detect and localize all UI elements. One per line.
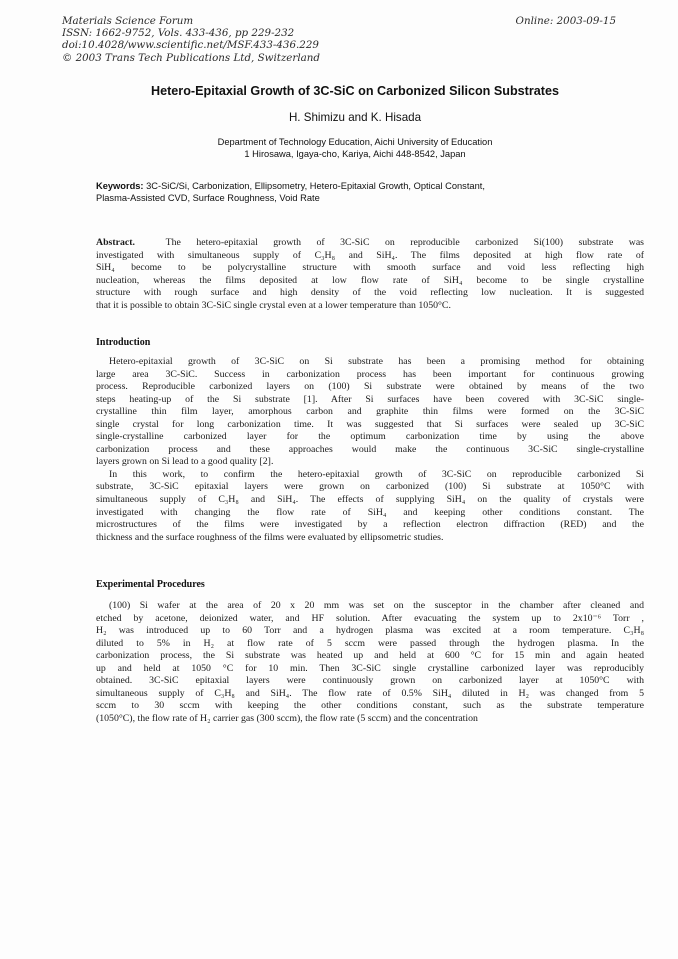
keywords-label: Keywords: — [96, 181, 144, 191]
keywords-text: Plasma-Assisted CVD, Surface Roughness, Void Rate — [96, 192, 320, 203]
intro-line: process. Reproducible carbonized layers on (100) Si substrate were obtained by means of the two — [96, 381, 644, 393]
abstract-line: structure with rough surface and high density of the void reflecting low nucleation. It is suggested — [96, 287, 644, 299]
intro-line: layers grown on Si lead to a good quality [2]. — [96, 456, 274, 468]
experimental-body — [96, 600, 644, 725]
introduction-body — [96, 356, 644, 544]
intro-line: investigated with changing the flow rate of SiH₄ and keeping other conditions constant. The — [96, 506, 644, 518]
abstract-line: SiH₄ become to be polycrystalline structure with smooth surface and void less reflecting high — [96, 262, 644, 274]
experimental-line: carbonization process, the Si substrate was heated up and held at 600 °C for 15 min and again heated — [96, 650, 644, 662]
introduction-heading: Introduction — [96, 337, 151, 348]
intro-line: carbonization process and these approaches would make the continuous 3C-SiC single-crystalline — [96, 443, 644, 455]
affiliation-line: 1 Hirosawa, Igaya-cho, Kariya, Aichi 448-8542, Japan — [244, 149, 466, 159]
intro-line: large area 3C-SiC. Success in carbonization process has been important for continuous growing — [96, 368, 644, 380]
experimental-line: sccm to 30 sccm with keeping the other conditions constant, such as the substrate temperature — [96, 700, 644, 712]
intro-line: Hetero-epitaxial growth of 3C-SiC on Si substrate has been a promising method for obtaining — [109, 356, 644, 367]
paper-title: Hetero-Epitaxial Growth of 3C-SiC on Carbonized Silicon Substrates — [151, 84, 559, 98]
experimental-line: up and held at 1050 °C for 10 min. Then 3C-SiC single crystalline carbonized layer was reproducibly — [96, 662, 644, 674]
intro-line: thickness and the surface roughness of the films were evaluated by ellipsometric studies. — [96, 531, 444, 543]
doi-line: doi:10.4028/www.scientific.net/MSF.433-436.229 — [62, 39, 319, 52]
experimental-line: simultaneous supply of C₃H₈ and SiH₄. The flow rate of 0.5% SiH₄ diluted in H₂ was changed from 5 — [96, 687, 644, 699]
abstract-label: Abstract. — [96, 237, 135, 248]
abstract-line: The hetero-epitaxial growth of 3C-SiC on reproducible carbonized Si(100) substrate was — [165, 237, 644, 248]
journal-name: Materials Science Forum — [62, 15, 194, 27]
affiliation — [60, 136, 650, 160]
experimental-heading: Experimental Procedures — [96, 579, 205, 590]
intro-line: substrate, 3C-SiC epitaxial layers were grown on carbonized (100) Si substrate at 1050°C with — [96, 481, 644, 493]
experimental-line: (100) Si wafer at the area of 20 x 20 mm was set on the susceptor in the chamber after cleaned and — [109, 600, 644, 611]
paper-authors: H. Shimizu and K. Hisada — [288, 111, 422, 124]
abstract-line: that it is possible to obtain 3C-SiC single crystal even at a lower temperature than 1050°C. — [96, 299, 451, 311]
experimental-line: diluted to 5% in H₂ at flow rate of 5 sccm were passed through the hydrogen plasma. In the — [96, 637, 644, 649]
experimental-line: etched by acetone, deionized water, and HF solution. After evacuating the system up to 2x10⁻⁶ Torr , — [96, 612, 644, 624]
intro-line: microstructures of the films were investigated by a reflection electron diffraction (RED) and the — [96, 519, 644, 531]
intro-line: single-crystalline carbonized layer for the optimum carbonization time by using the above — [96, 431, 644, 443]
intro-line: simultaneous supply of C₃H₈ and SiH₄. The effects of supplying SiH₄ on the quality of crystals were — [96, 494, 644, 506]
abstract-line: nucleation, whereas the films deposited at low flow rate of SiH₄ become to be single crystalline — [96, 274, 644, 286]
experimental-line: (1050°C), the flow rate of H₂ carrier gas (300 sccm), the flow rate (5 sccm) and the concentration — [96, 712, 478, 724]
intro-line: crystalline thin film layer, amorphous carbon and graphite thin films were formed on the 3C-SiC — [96, 406, 644, 418]
keywords — [96, 181, 616, 204]
affiliation-line: Department of Technology Education, Aichi University of Education — [217, 137, 493, 147]
intro-line: In this work, to confirm the hetero-epitaxial growth of 3C-SiC on reproducible carbonized Si — [109, 468, 644, 480]
online-date: Online: 2003-09-15 — [515, 15, 616, 27]
abstract-line: investigated with simultaneous supply of C₃H₈ and SiH₄. The films deposited at high flow rate of — [96, 249, 644, 261]
issn-line: ISSN: 1662-9752, Vols. 433-436, pp 229-232 — [62, 27, 295, 40]
experimental-line: H₂ was introduced up to 60 Torr and a hydrogen plasma was excited at a room temperature. C₃H₈ — [96, 625, 644, 637]
journal-header — [62, 15, 422, 64]
intro-line: steps heating-up of the Si substrate [1]. After Si surfaces have been covered with 3C-SiC single- — [96, 393, 644, 405]
experimental-line: obtained. 3C-SiC epitaxial layers were continuously grown on carbonized layer at 1050°C with — [96, 675, 644, 687]
keywords-text: 3C-SiC/Si, Carbonization, Ellipsometry, Hetero-Epitaxial Growth, Optical Constant, — [146, 181, 485, 191]
intro-line: single crystal for long carbonization time. It was suggested that Si surfaces were sealed up 3C-SiC — [96, 418, 644, 430]
abstract — [96, 237, 644, 312]
copyright-line: © 2003 Trans Tech Publications Ltd, Switzerland — [62, 51, 320, 64]
